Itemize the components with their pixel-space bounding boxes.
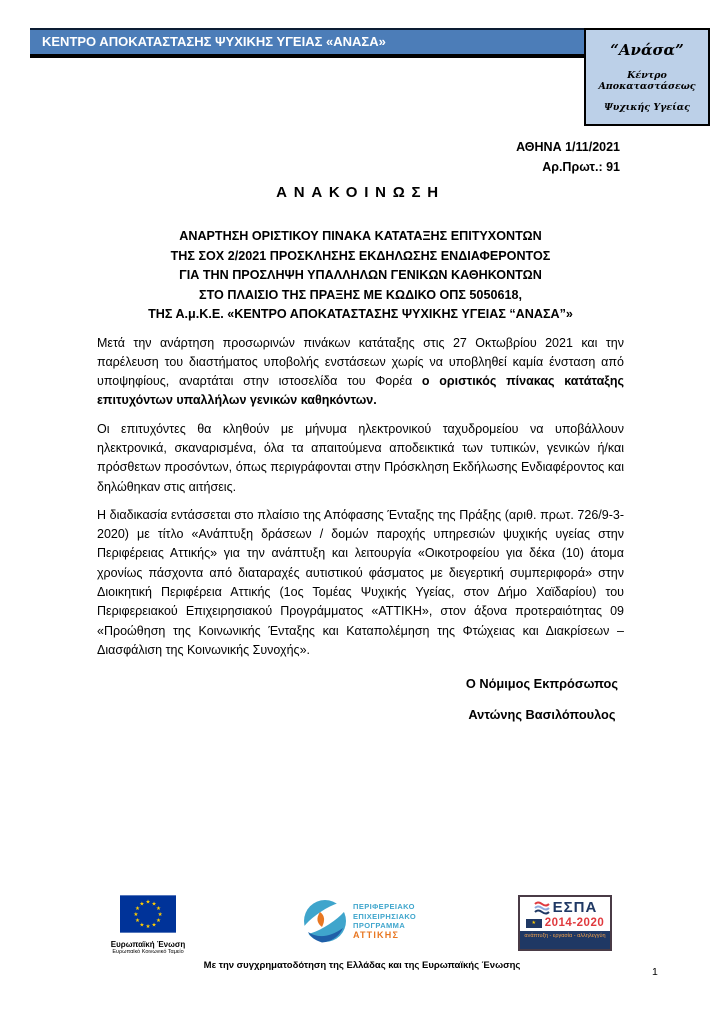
anasa-logo-name: “Ανάσα” [610, 40, 684, 59]
paragraph-1-bold-text: ο οριστικός πίνακας κατάταξης επιτυχόντων υπαλλήλων γενικών καθηκόντων. [97, 374, 624, 408]
svg-text:★: ★ [156, 905, 162, 912]
document-body [97, 184, 624, 724]
svg-text:★: ★ [151, 922, 157, 929]
paragraph-1-text: Μετά την ανάρτηση προσωρινών πινάκων κατάταξης στις 27 Οκτωβρίου 2021 και την παρέλευση του διαστήματος υποβολής ενστάσεων χωρίς να υποβληθεί καμία ένσταση από υποψηφίους, αναρτάται στην ιστοσελίδα του Φορέα [97, 335, 624, 389]
anasa-logo-line2: Κέντρο Αποκαταστάσεως [598, 69, 696, 92]
signature-block [97, 676, 624, 724]
espa-middle-row [520, 917, 610, 929]
meta-block [516, 137, 620, 177]
footer-logos [0, 893, 724, 957]
svg-text:★: ★ [151, 901, 157, 908]
subtitle-line: ΑΝΑΡΤΗΣΗ ΟΡΙΣΤΙΚΟΥ ΠΙΝΑΚΑ ΚΑΤΑΤΑΞΗΣ ΕΠΙΤΥΧΟΝΤΩΝ [179, 229, 542, 243]
eu-caption-sub: Ευρωπαϊκό Κοινωνικό Ταμείο [112, 949, 184, 955]
pep-attiki-icon [303, 899, 347, 943]
city-date-line: ΑΘΗΝΑ 1/11/2021 [516, 140, 620, 154]
espa-eu-flag-star: ★ [531, 919, 536, 926]
svg-text:★: ★ [145, 899, 151, 906]
svg-text:★: ★ [133, 911, 139, 918]
header-bar-title: ΚΕΝΤΡΟ ΑΠΟΚΑΤΑΣΤΑΣΗΣ ΨΥΧΙΚΗΣ ΥΓΕΙΑΣ «ΑΝΑΣΑ» [42, 34, 386, 49]
subtitle-line: ΣΤΟ ΠΛΑΙΣΙΟ ΤΗΣ ΠΡΑΞΗΣ ΜΕ ΚΩΔΙΚΟ ΟΠΣ 5050618, [199, 287, 522, 302]
paragraph-3: Η διαδικασία εντάσσεται στο πλαίσιο της Απόφασης Ένταξης της Πράξης (αριθ. πρωτ. 726/9-3-2020) με τίτλο «Ανάπτυξη δράσεων / δομών παροχής υπηρεσιών ψυχικής υγείας στην Περιφέρειας Αττικής» για την ανάπτυξη και λειτουργία «Οικοτροφείου για δέκα (10) άτομα χρονίως πάσχοντα από διαταραχές αυτιστικού φάσματος με διεγερτική συμπεριφορά» στην Διοικητική Περιφέρεια Αττικής (1ος Τομέας Ψυχικής Υγείας, στον Δήμο Χαϊδαρίου) του Περιφερειακού Επιχειρησιακού Προγράμματος «ΑΤΤΙΚΗ», στον άξονα προτεραιότητας 09 «Προώθηση της Κοινωνικής Ένταξης και Καταπολέμηση της Φτώχειας και Διακρίσεων – Διασφάλιση της Κοινωνικής Συνοχής». [97, 507, 624, 657]
header [30, 28, 710, 126]
pep-label-line: ΠΕΡΙΦΕΡΕΙΑΚΟ [353, 902, 415, 911]
paragraph-2: Οι επιτυχόντες θα κληθούν με μήνυμα ηλεκτρονικού ταχυδρομείου να υποβάλλουν ηλεκτρονικά, σκαναρισμένα, όλα τα απαιτούμενα αποδεικτικά των τυπικών, γενικών ή/και πρόσθετων προσόντων, όπως περιγράφονται στην Πρόσκληση Εκδήλωσης Ενδιαφέροντος και δηλώθηκαν στις αιτήσεις. [97, 421, 624, 494]
espa-eu-flag-icon [526, 919, 542, 928]
subtitle-line: ΓΙΑ ΤΗΝ ΠΡΟΣΛΗΨΗ ΥΠΑΛΛΗΛΩΝ ΓΕΝΙΚΩΝ ΚΑΘΗΚΟΝΤΩΝ [179, 268, 542, 282]
espa-tagline: ανάπτυξη - εργασία - αλληλεγγύη [520, 931, 610, 949]
eu-logo-block [110, 895, 186, 955]
svg-text:★: ★ [139, 901, 145, 908]
pep-attiki-label [353, 902, 416, 940]
svg-text:★: ★ [139, 922, 145, 929]
svg-text:★: ★ [134, 917, 140, 924]
anasa-logo-box [584, 28, 710, 126]
espa-title: ΕΣΠΑ [552, 899, 598, 916]
pep-attiki-logo-block [303, 899, 416, 943]
eu-flag-icon [120, 895, 176, 933]
page-title: ΑΝΑΚΟΙΝΩΣΗ [276, 184, 445, 201]
signature-name: Αντώνης Βασιλόπουλος [468, 707, 616, 723]
svg-text:★: ★ [156, 917, 162, 924]
subtitle-line: ΤΗΣ ΣΟΧ 2/2021 ΠΡΟΣΚΛΗΣΗΣ ΕΚΔΗΛΩΣΗΣ ΕΝΔΙΑΦΕΡΟΝΤΟΣ [170, 248, 551, 263]
anasa-logo-line3: Ψυχικής Υγείας [604, 102, 690, 114]
svg-text:★: ★ [145, 924, 151, 930]
signature-role: Ο Νόμιμος Εκπρόσωπος [465, 676, 618, 692]
pep-label-line: ΠΡΟΓΡΑΜΜΑ [353, 921, 406, 930]
pep-label-attikis: ΑΤΤΙΚΗΣ [353, 929, 400, 940]
svg-text:★: ★ [134, 905, 140, 912]
paragraph-1 [97, 334, 624, 411]
svg-text:★: ★ [157, 911, 163, 918]
espa-period: 2014-2020 [544, 917, 605, 929]
pep-label-line: ΕΠΙΧΕΙΡΗΣΙΑΚΟ [353, 911, 417, 921]
espa-top-row [520, 897, 610, 916]
eu-caption-main: Ευρωπαϊκή Ένωση [110, 940, 186, 949]
espa-waves-icon [533, 900, 551, 915]
funding-note: Με την συγχρηματοδότηση της Ελλάδας και της Ευρωπαϊκής Ένωσης [203, 960, 521, 971]
page-number: 1 [652, 966, 658, 978]
subtitle-block [97, 227, 624, 325]
espa-logo-block [518, 895, 612, 951]
protocol-line: Αρ.Πρωτ.: 91 [542, 160, 620, 174]
subtitle-line: ΤΗΣ Α.μ.Κ.Ε. «ΚΕΝΤΡΟ ΑΠΟΚΑΤΑΣΤΑΣΗΣ ΨΥΧΙΚΗΣ ΥΓΕΙΑΣ “ΑΝΑΣΑ”» [148, 307, 573, 321]
header-bar [30, 28, 584, 58]
